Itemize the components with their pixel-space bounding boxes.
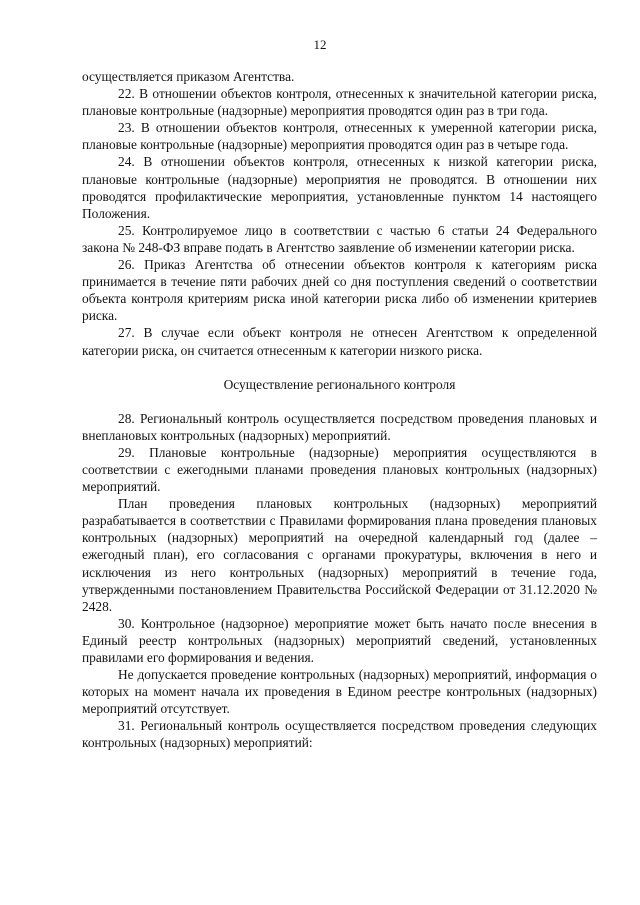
paragraph-24: 24. В отношении объектов контроля, отнесенных к низкой категории риска, плановые контрольные (надзорные) мероприятия не проводятся. В отношении них проводятся профилактические мероприятия, установленные пунктом 14 настоящего Положения. [82, 154, 597, 221]
paragraph-28: 28. Региональный контроль осуществляется посредством проведения плановых и внеплановых контрольных (надзорных) мероприятий. [82, 410, 597, 443]
paragraph-22: 22. В отношении объектов контроля, отнесенных к значительной категории риска, плановые контрольные (надзорные) мероприятия проводятся один раз в три года. [82, 86, 597, 119]
paragraph-29: 29. Плановые контрольные (надзорные) мероприятия осуществляются в соответствии с ежегодными планами проведения плановых контрольных (надзорных) мероприятий. [82, 444, 597, 495]
paragraph-continuation: осуществляется приказом Агентства. [82, 69, 295, 84]
document-body [82, 68, 597, 752]
page-number: 12 [313, 37, 327, 52]
section-heading: Осуществление регионального контроля [223, 376, 456, 392]
paragraph-27: 27. В случае если объект контроля не отнесен Агентством к определенной категории риска, он считается отнесенным к категории низкого риска. [82, 325, 597, 358]
paragraph-30-restriction: Не допускается проведение контрольных (надзорных) мероприятий, информация о которых на момент начала их проведения в Едином реестре контрольных (надзорных) мероприятий отсутствует. [82, 667, 597, 717]
paragraph-23: 23. В отношении объектов контроля, отнесенных к умеренной категории риска, плановые контрольные (надзорные) мероприятия проводятся один раз в четыре года. [82, 120, 597, 153]
paragraph-31: 31. Региональный контроль осуществляется посредством проведения следующих контрольных (надзорных) мероприятий: [82, 718, 597, 751]
paragraph-30: 30. Контрольное (надзорное) мероприятие может быть начато после внесения в Единый реестр контрольных (надзорных) мероприятий сведений, установленных правилами его формирования и ведения. [82, 615, 597, 665]
paragraph-26: 26. Приказ Агентства об отнесении объектов контроля к категориям риска принимается в течение пяти рабочих дней со дня поступления сведений о соответствии объекта контроля критериям риска иной категории риска либо об изменении критериев риска. [82, 257, 597, 324]
paragraph-29-plan: План проведения плановых контрольных (надзорных) мероприятий разрабатывается в соответствии с Правилами формирования плана проведения плановых контрольных (надзорных) мероприятий на очередной календарный год (далее – ежегодный план), его согласования с органами прокуратуры, включения в него и исключения из него контрольных (надзорных) мероприятий в течение года, утвержденными постановлением Правительства Российской Федерации от 31.12.2020 № 2428. [82, 496, 597, 614]
paragraph-25: 25. Контролируемое лицо в соответствии с частью 6 статьи 24 Федерального закона № 248-ФЗ вправе подать в Агентство заявление об изменении категории риска. [82, 222, 597, 255]
